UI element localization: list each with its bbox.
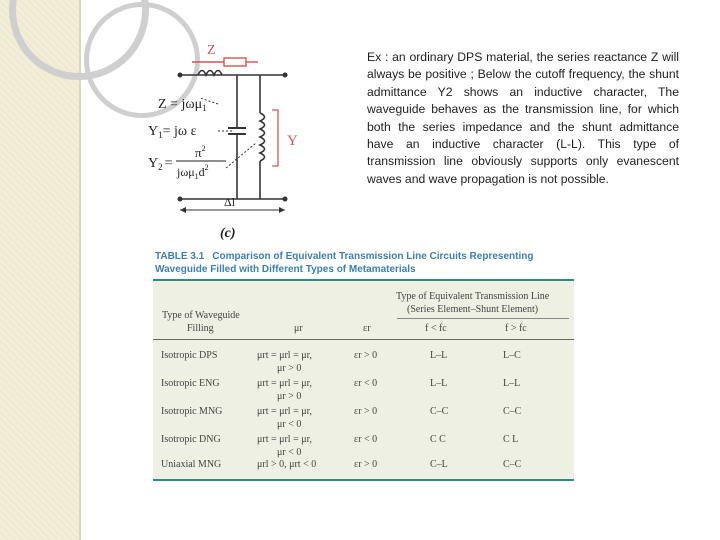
header-equiv-line2: (Series Element–Shunt Element) (407, 304, 539, 315)
table-row-below: C–L (430, 459, 448, 470)
shunt-inductor (260, 113, 265, 161)
header-rule (153, 339, 574, 340)
y2-lhs: $Y_2$ = (148, 156, 173, 172)
description-paragraph: Ex : an ordinary DPS material, the series reactance Z will always be positive ; Below the cutoff frequency, the shunt admittance Y2 shows an inductive character, The waveguide behaves as the transmission line, for which both the series impedance and the shunt admittance have an inductive character (L-L). This type of transmission line obviously supports only evanescent waves and wave propagation is not possible. (367, 50, 679, 186)
table-row-mu2: μr > 0 (277, 391, 302, 402)
table-row-eps: εr > 0 (354, 406, 378, 417)
table-row-below: L–L (430, 350, 448, 361)
table-row-above: L–L (503, 378, 521, 389)
table-row-type: Isotropic DNG (161, 434, 221, 445)
table-row-mu2: μr < 0 (277, 419, 302, 430)
strip-divider (79, 0, 81, 540)
table-row-eps: εr < 0 (354, 434, 378, 445)
delta-l-label: Δl (224, 195, 236, 209)
table-row-mu: μrl > 0, μrt < 0 (257, 459, 317, 470)
y-label: Y (287, 133, 298, 149)
table-row-type: Uniaxial MNG (161, 459, 222, 470)
header-mu: μr (294, 323, 303, 334)
y2-denominator: $j\omega\mu_1d^2$ (177, 163, 209, 181)
left-terminal-top (178, 73, 183, 78)
header-equiv-line1: Type of Equivalent Transmission Line (396, 291, 550, 302)
figure-label: (c) (220, 226, 236, 241)
y2-numerator: $\pi^2$ (195, 144, 206, 160)
right-terminal-bottom (283, 197, 288, 202)
table-caption-line1: Comparison of Equivalent Transmission Line Circuits Representing (212, 251, 534, 262)
header-type-line1: Type of Waveguide (162, 310, 240, 321)
table-row-below: L–L (430, 378, 448, 389)
table-row-type: Isotropic ENG (161, 378, 220, 389)
header-type-line2: Filling (187, 323, 214, 334)
z-resistor-box (224, 58, 246, 66)
table-row-type: Isotropic DPS (161, 350, 218, 361)
circuit-diagram (140, 38, 330, 248)
table-row-eps: εr > 0 (354, 459, 378, 470)
table-row-below: C–C (430, 406, 449, 417)
header-subrule (397, 318, 569, 319)
left-terminal-bottom (178, 197, 183, 202)
header-below-cutoff: f < fc (425, 323, 447, 334)
table-row-above: C L (503, 434, 519, 445)
table-row-mu: μrt = μrl = μr, (257, 434, 313, 445)
table-row-eps: εr < 0 (354, 378, 378, 389)
header-above-cutoff: f > fc (505, 323, 527, 334)
z-label: Z (207, 43, 216, 58)
table-row-mu: μrt = μrl = μr, (257, 350, 313, 361)
header-eps: εr (363, 323, 371, 334)
table-row-eps: εr > 0 (354, 350, 378, 361)
table-caption (155, 250, 533, 276)
table-row-mu: μrt = μrl = μr, (257, 378, 313, 389)
table-row-mu2: μr < 0 (277, 447, 302, 458)
table-row-below: C C (430, 434, 446, 445)
table-row-mu: μrt = μrl = μr, (257, 406, 313, 417)
table-number: TABLE 3.1 (155, 251, 205, 262)
comparison-table (153, 279, 574, 481)
table-row-above: C–C (503, 459, 522, 470)
table-row-above: C–C (503, 406, 522, 417)
table-row-above: L–C (503, 350, 521, 361)
right-terminal-top (283, 73, 288, 78)
y1-equation: $Y_1= j\omega$ ε (148, 124, 197, 140)
table-row-type: Isotropic MNG (161, 406, 223, 417)
left-decorative-strip (0, 0, 79, 540)
table-caption-line2: Waveguide Filled with Different Types of Metamaterials (155, 264, 416, 275)
y-bracket (272, 110, 278, 166)
table-row-mu2: μr > 0 (277, 363, 302, 374)
z-equation: Z = jωμ$_1$ (158, 97, 207, 113)
